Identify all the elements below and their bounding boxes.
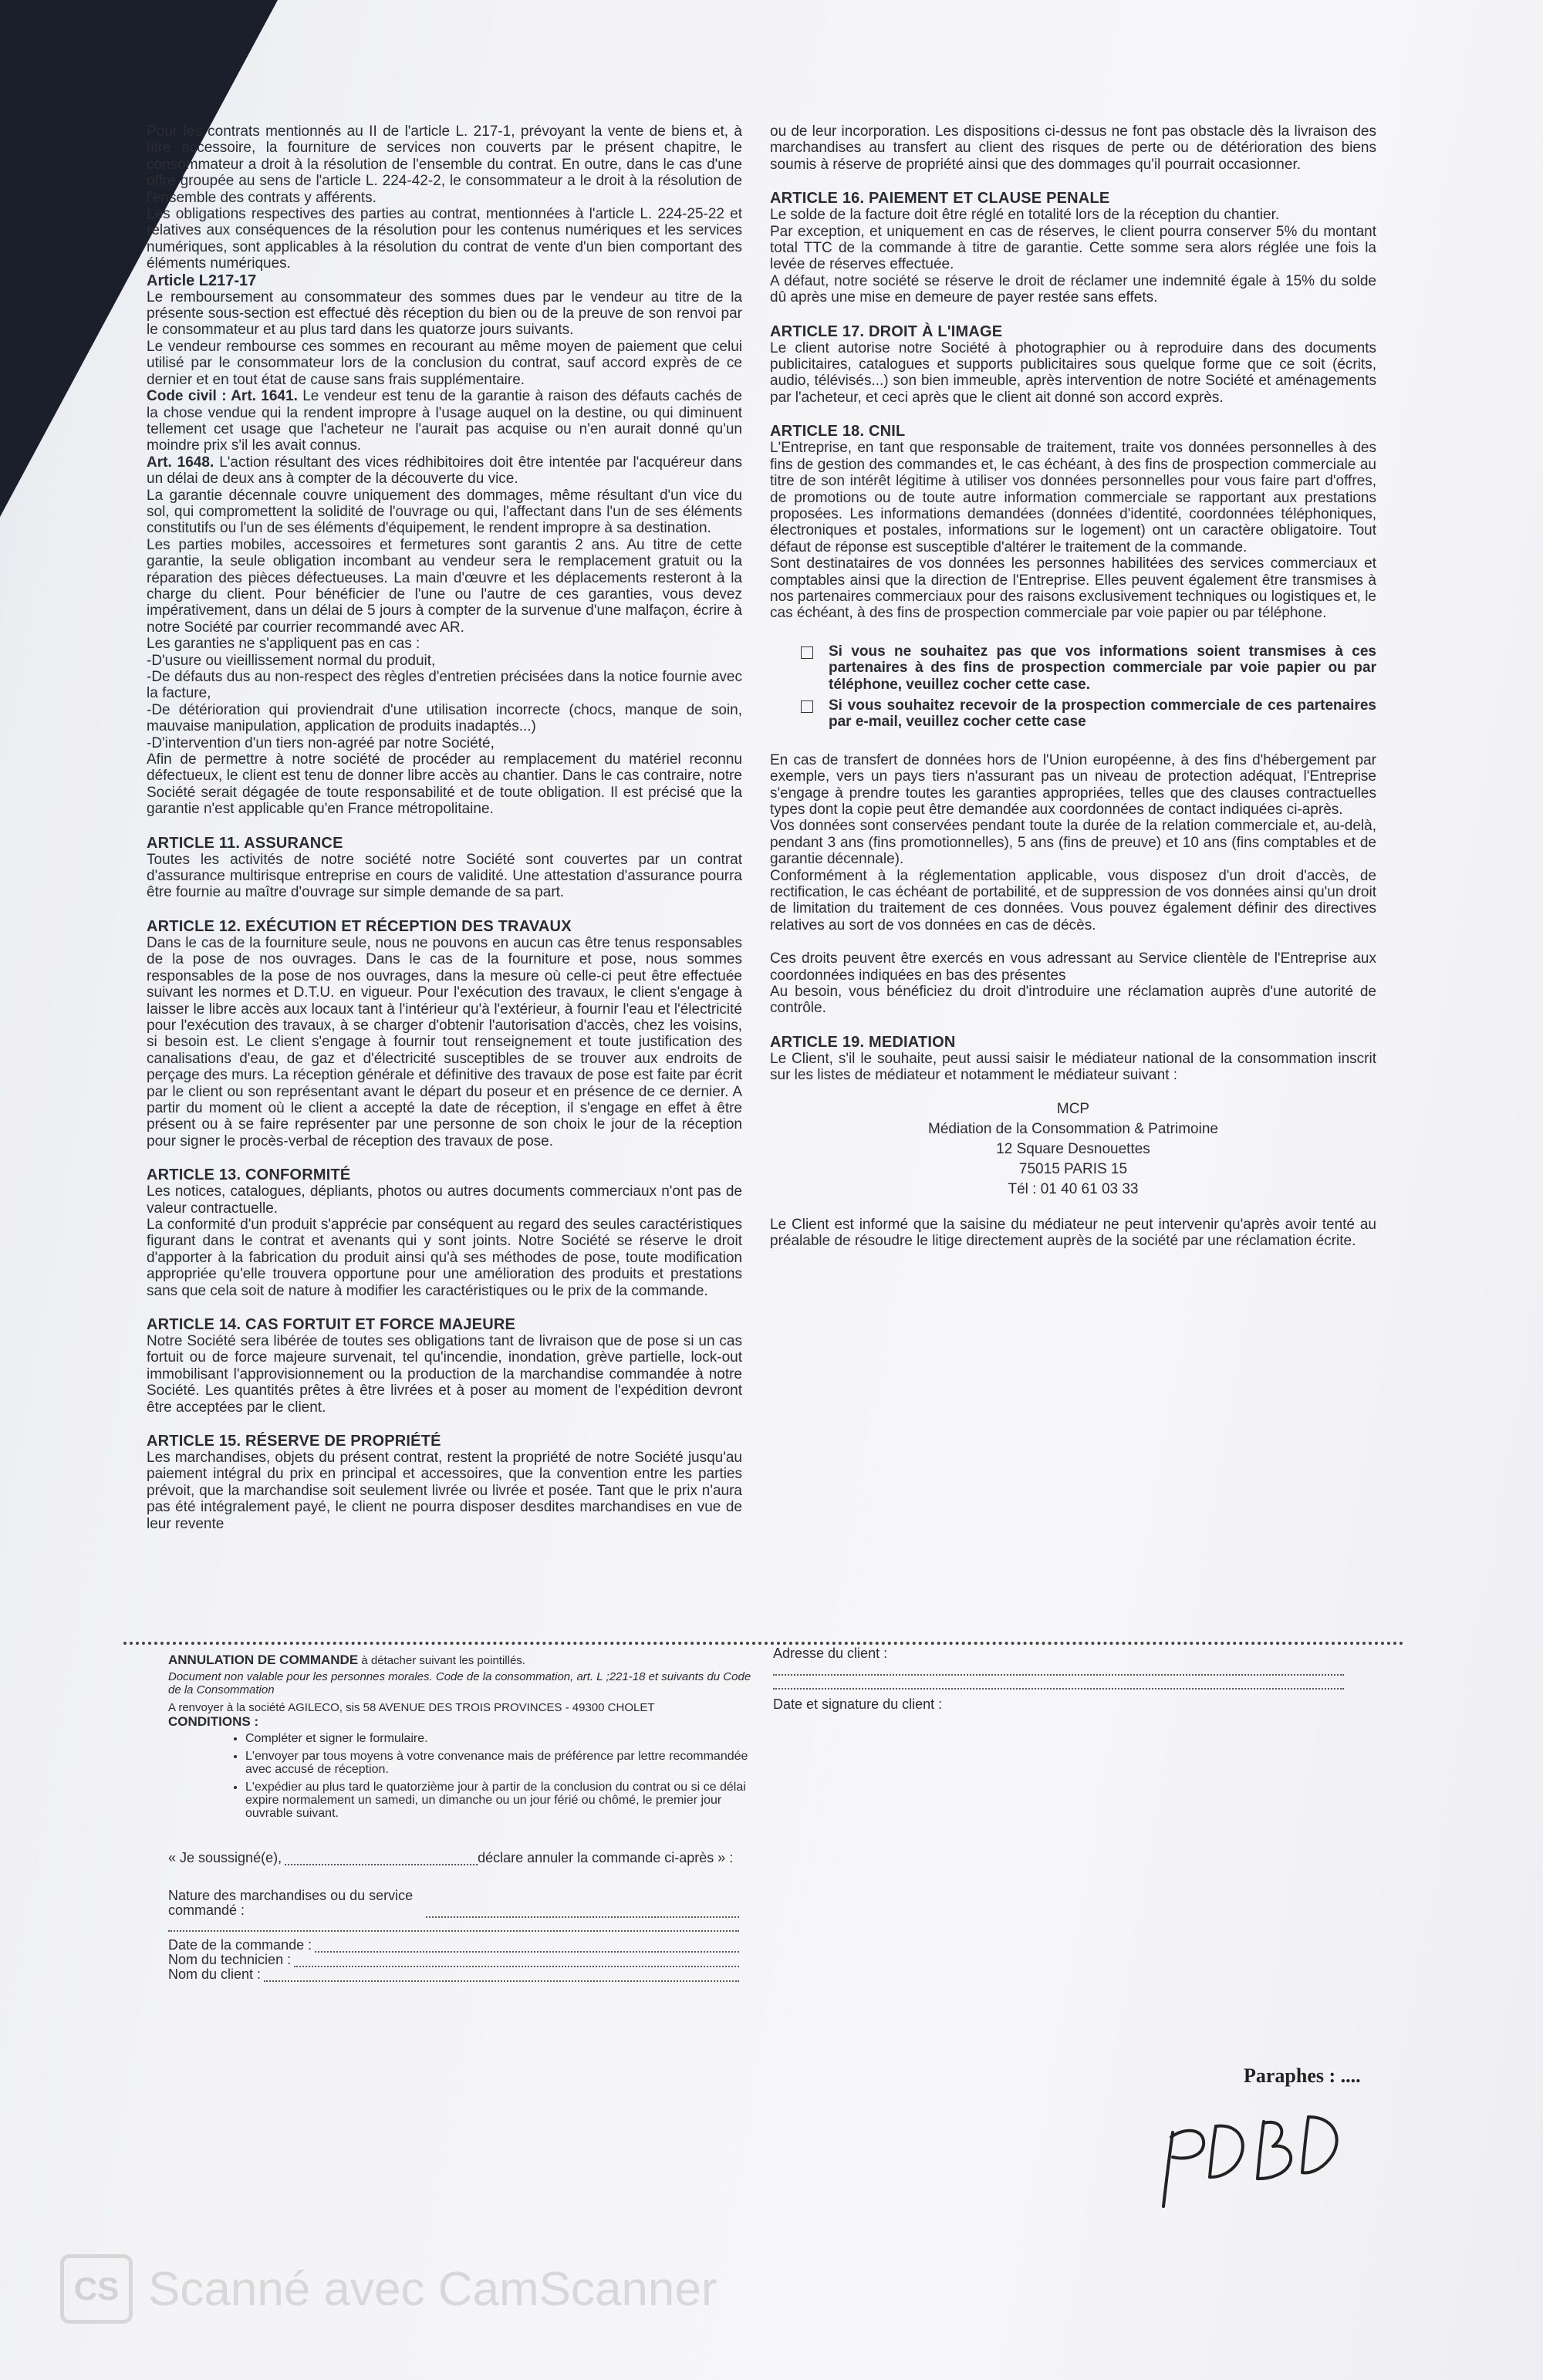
paragraph: Le solde de la facture doit être réglé en totalité lors de la réception du chantier. bbox=[770, 207, 1280, 224]
mediator-name: MCP bbox=[1056, 1100, 1090, 1117]
tech-line bbox=[168, 1953, 739, 1967]
list-item: • L'envoyer par tous moyens à votre convenance mais de préférence par lettre recommandée avec accusé de réception. bbox=[245, 1750, 755, 1776]
name-field[interactable] bbox=[285, 1853, 478, 1865]
nature-field[interactable] bbox=[426, 1906, 739, 1918]
conditions-list bbox=[168, 1732, 755, 1820]
paragraph: Le Client, s'il le souhaite, peut aussi saisir le médiateur national de la consommation inscrit sur les listes de médiateur et notamment le médiateur suivant : bbox=[770, 1050, 1376, 1084]
declare-end: déclare annuler la commande ci-après » : bbox=[478, 1850, 734, 1865]
article-title: ARTICLE 13. CONFORMITÉ bbox=[147, 1166, 351, 1184]
article-title: ARTICLE 11. ASSURANCE bbox=[147, 834, 343, 852]
paragraph: Le remboursement au consommateur des sommes dues par le vendeur au titre de la présente sous-section est effectué dès réception du bien ou de la preuve de son renvoi par le consommateur et au plus tard dans les quatorze jours suivants. bbox=[147, 289, 742, 339]
address-label: Adresse du client : bbox=[773, 1646, 888, 1661]
sign-label: Date et signature du client : bbox=[773, 1696, 943, 1712]
paragraph: Sont destinataires de vos données les personnes habilitées des services commerciaux et comptables ainsi que la direction de l'Entreprise. Elles peuvent également être transmises à nos partenaires commerciaux pour des raisons exclusivement techniques ou logistiques et, le cas échéant, à des fins de prospection commerciale par voie papier ou par téléphone. bbox=[770, 555, 1376, 622]
list-item: -De détérioration qui proviendrait d'une utilisation incorrecte (chocs, manque de soin, mauvaise manipulation, application de produits inadaptés...) bbox=[147, 701, 742, 735]
scanner-watermark bbox=[60, 2254, 717, 2324]
form-title bbox=[168, 1652, 755, 1667]
paragraph: Ces droits peuvent être exercés en vous adressant au Service clientèle de l'Entreprise aux coordonnées indiquées en bas des présentes bbox=[770, 950, 1376, 984]
paragraph: Le vendeur rembourse ces sommes en recourant au même moyen de paiement que celui utilisé par le consommateur lors de la conclusion du contrat, sauf accord exprès de ce dernier et en tout état de cause sans frais supplémentaire. bbox=[147, 338, 742, 388]
paragraph: Au besoin, vous bénéficiez du droit d'introduire une réclamation auprès d'une autorité de contrôle. bbox=[770, 984, 1376, 1017]
paragraph: Notre Société sera libérée de toutes ses obligations tant de livraison que de pose si un cas fortuit ou de force majeure survenait, tel qu'incendie, inondation, grève partielle, lock-out immobilisant l'approvisionnement ou la production de la marchandise commandée à notre Société. Les quantités prêtes à être livrées et à poser au moment de l'expédition devront être acceptées par le client. bbox=[147, 1333, 742, 1416]
paragraph: A défaut, notre société se réserve le droit de réclamer une indemnité égale à 15% du solde dû après une mise en demeure de payer restée sans effets. bbox=[770, 272, 1376, 306]
article-title: ARTICLE 14. CAS FORTUIT ET FORCE MAJEURE bbox=[147, 1316, 516, 1333]
list-item: -D'intervention d'un tiers non-agréé par notre Société, bbox=[147, 734, 495, 751]
conditions-label: CONDITIONS : bbox=[168, 1714, 259, 1729]
address-field-2[interactable] bbox=[773, 1677, 1344, 1690]
article-title: ARTICLE 16. PAIEMENT ET CLAUSE PENALE bbox=[770, 190, 1110, 208]
initials-label: Paraphes : .... bbox=[1244, 2064, 1361, 2087]
consent-label-2: Si vous souhaitez recevoir de la prospection commerciale de ces partenaires par e-mail, veuillez cocher cette case bbox=[829, 697, 1376, 731]
article-text: L'action résultant des vices rédhibitoires doit être intentée par l'acquéreur dans un délai de deux ans à compter de la découverte du vice. bbox=[147, 454, 743, 488]
date-field[interactable] bbox=[315, 1940, 739, 1953]
paragraph: Pour les contrats mentionnés au II de l'article L. 217-1, prévoyant la vente de biens et, à titre accessoire, la fourniture de services non couverts par le présent chapitre, le consommateur a droit à la résolution de l'ensemble du contrat. En outre, dans le cas d'une offre groupée au sens de l'article L. 224-42-2, le consommateur a le droit à la résolution de l'ensemble des contrats y afférents. bbox=[147, 123, 742, 206]
article-title: ARTICLE 15. RÉSERVE DE PROPRIÉTÉ bbox=[147, 1433, 441, 1450]
list-item: • Compléter et signer le formulaire. bbox=[245, 1732, 755, 1745]
address-line-2 bbox=[773, 1663, 1344, 1676]
nature-label: Nature des marchandises ou du service commandé : bbox=[168, 1888, 414, 1918]
right-column bbox=[770, 123, 1376, 1250]
sign-line bbox=[773, 1696, 1359, 1713]
paragraph: L'Entreprise, en tant que responsable de traitement, traite vos données personnelles à des fins de gestion des commandes et, le cas échéant, à des fins de prospection commerciale au titre de son intérêt légitime à utiliser vos données personnelles pour vous faire part d'offres, de promotions ou de toute autre information commerciale se rapportant aux prestations proposées. Les informations demandées (données d'identité, coordonnées téléphoniques, électroniques et postales, informations sur le logement) ont un caractère obligatoire. Tout défaut de réponse est susceptible d'altérer le traitement de la commande. bbox=[770, 440, 1376, 555]
consent-checkbox-2[interactable] bbox=[801, 700, 813, 713]
list-item: -D'usure ou vieillissement normal du produit, bbox=[147, 652, 436, 669]
mediator-line: 75015 PARIS 15 bbox=[1018, 1160, 1128, 1177]
mediator-phone: Tél : 01 40 61 03 33 bbox=[1008, 1180, 1139, 1197]
client-label: Nom du client : bbox=[168, 1966, 262, 1982]
paragraph: Afin de permettre à notre société de procéder au remplacement du matériel reconnu défectueux, le client est tenu de donner libre accès au chantier. Dans le cas contraire, notre Société serait dégagée de toute responsabilité et de toute obligation. Il est précisé que la garantie n'est applicable qu'en France métropolitaine. bbox=[147, 751, 742, 818]
tech-label: Nom du technicien : bbox=[168, 1952, 292, 1967]
article-title: ARTICLE 17. DROIT À L'IMAGE bbox=[770, 322, 1003, 340]
client-line bbox=[168, 1967, 739, 1982]
declare-start: « Je soussigné(e), bbox=[168, 1850, 282, 1865]
paragraph: Les parties mobiles, accessoires et fermetures sont garantis 2 ans. Au titre de cette garantie, la seule obligation incombant au vendeur sera le remplacement gratuit ou la réparation des pièces défectueuses. La main d'œuvre et les déplacements resteront à la charge du client. Pour bénéficier de l'une ou l'autre de ces garanties, vous devez impérativement, dans un délai de 5 jours à compter de la survenue d'une malfaçon, écrire à notre Société par courrier recommandé avec AR. bbox=[147, 536, 742, 636]
article-text: Le vendeur est tenu de la garantie à raison des défauts cachés de la chose vendue qui la rendent impropre à l'usage auquel on la destine, ou qui diminuent tellement cet usage que l'acheteur ne l'aurait pas acquise ou n'en aurait donné qu'un moindre prix s'il les avait connus. bbox=[147, 388, 742, 454]
article-title: Article L217-17 bbox=[147, 272, 257, 289]
paragraph: ou de leur incorporation. Les dispositions ci-dessus ne font pas obstacle dès la livraison des marchandises au transfert au client des risques de perte ou de détérioration des biens soumis à réserve de propriété ainsi que des dommages qu'il pourrait occasionner. bbox=[770, 123, 1376, 173]
nature-field-2[interactable] bbox=[168, 1919, 739, 1932]
declare-line bbox=[168, 1851, 755, 1865]
paragraph: Les garanties ne s'appliquent pas en cas : bbox=[147, 636, 420, 653]
consent-option-2 bbox=[801, 697, 1376, 731]
list-item: • L'expédier au plus tard le quatorzième jour à partir de la conclusion du contrat ou si ce délai expire normalement un samedi, un dimanche ou un jour férié ou chômé, le premier jour ouvrable suivant. bbox=[245, 1781, 755, 1820]
paragraph: Le client autorise notre Société à photographier ou à reproduire dans des documents publicitaires, catalogues et supports publicitaires sous quelque forme que ce soit (écrits, audio, télévisés...) son bien immeuble, après intervention de notre Société et aménagements par l'acheteur, et ceci après que le client ait donné son accord exprès. bbox=[770, 339, 1376, 406]
tech-field[interactable] bbox=[294, 1955, 739, 1967]
paragraph bbox=[147, 388, 742, 454]
paragraph: Le Client est informé que la saisine du médiateur ne peut intervenir qu'après avoir tenté au préalable de résoudre le litige directement auprès de la société par une réclamation écrite. bbox=[770, 1216, 1376, 1250]
mediator-address bbox=[770, 1099, 1376, 1200]
paragraph: Dans le cas de la fourniture seule, nous ne pouvons en aucun cas être tenus responsables de la pose de nos ouvrages. Dans le cas de la fourniture et pose, nous sommes responsables de la pose de nos ouvrages, dans la mesure où celle-ci peut être effectuée suivant les normes et D.T.U. en vigueur. Pour l'exécution des travaux, le client s'engage à laisser le libre accès aux locaux tant à l'intérieur qu'à l'extérieur, à fournir l'eau et l'électricité pour l'exécution des travaux, à se charger d'obtenir l'autorisation d'accès, chez les voisins, si besoin est. Le client s'engage à fournir tout renseignement et toute justification des canalisations d'eau, de gaz et d'électricité susceptibles de se trouver aux endroits de perçage des murs. La réception générale et définitive des travaux de pose est faite par écrit par le client ou son représentant avant le départ du poseur et en présence de ce dernier. A partir du moment où le client a accepté la date de réception, il s'engage en effet à être présent ou à se faire représenter par une personne de son choix le jour de la réception pour signer le procès-verbal de réception des travaux de pose. bbox=[147, 934, 742, 1149]
paragraph: Les marchandises, objets du présent contrat, restent la propriété de notre Société jusqu'au paiement intégral du prix en principal et accessoires, que la convention entre les parties prévoit, que la marchandise soit seulement livrée ou livrée et posée. Tant que le prix n'aura pas été intégralement payé, le client ne pourra disposer desdites marchandises en vue de leur revente bbox=[147, 1450, 742, 1532]
nature-line bbox=[168, 1889, 739, 1918]
handwritten-initials bbox=[1150, 2106, 1350, 2214]
address-line-3 bbox=[773, 1677, 1344, 1690]
camscanner-logo-icon: CS bbox=[60, 2254, 133, 2324]
paragraph: Les notices, catalogues, dépliants, photos ou autres documents commerciaux n'ont pas de valeur contractuelle. bbox=[147, 1183, 742, 1217]
paragraph: Par exception, et uniquement en cas de réserves, le client pourra conserver 5% du montant total TTC de la commande à titre de garantie. Cette somme sera alors réglée une fois la levée de réserves effectuée. bbox=[770, 223, 1376, 273]
consent-checkbox-1[interactable] bbox=[801, 646, 813, 659]
date-label: Date de la commande : bbox=[168, 1937, 312, 1953]
address-field[interactable] bbox=[773, 1663, 1344, 1676]
client-field[interactable] bbox=[264, 1970, 739, 1982]
date-line bbox=[168, 1938, 739, 1953]
paragraph: Toutes les activités de notre société notre Société sont couvertes par un contrat d'assurance multirisque entreprise en cours de validité. Une attestation d'assurance pourra être fournie au maître d'ouvrage sur simple demande de sa part. bbox=[147, 851, 742, 901]
consent-option-1 bbox=[801, 643, 1376, 693]
client-block bbox=[773, 1645, 1359, 1713]
article-title: ARTICLE 18. CNIL bbox=[770, 423, 906, 441]
mediator-line: 12 Square Desnouettes bbox=[996, 1140, 1150, 1157]
address-line bbox=[773, 1645, 1359, 1662]
watermark-text: Scanné avec CamScanner bbox=[148, 2262, 717, 2316]
paragraph: La conformité d'un produit s'apprécie par conséquent au regard des seules caractéristiques figurant dans le contrat et avenants qui y sont joints. Notre Société se réserve le droit d'apporter à la fabrication du produit ainsi qu'à ses méthodes de pose, toute modification appropriée qu'elle trouvera opportune pour une amélioration des produits et prestations sans que cela soit de nature à modifier les caractéristiques ou le prix de la commande. bbox=[147, 1216, 742, 1299]
form-note: Document non valable pour les personnes morales. Code de la consommation, art. L ;221-18 et suivants du Code de la Consommation bbox=[168, 1670, 751, 1696]
list-item: -De défauts dus au non-respect des règles d'entretien précisées dans la notice fournie avec la facture, bbox=[147, 669, 742, 702]
article-label: Code civil : Art. 1641. bbox=[147, 388, 298, 405]
paragraph bbox=[147, 454, 742, 488]
paragraph: La garantie décennale couvre uniquement des dommages, même résultant d'un vice du sol, qui compromettent la solidité de l'ouvrage ou qui, l'affectant dans l'un de ses éléments constitutifs ou l'un de ses éléments d'équipement, le rendent impropre à sa destination. bbox=[147, 487, 742, 537]
form-send-to: A renvoyer à la société AGILECO, sis 58 AVENUE DES TROIS PROVINCES - 49300 CHOLET bbox=[168, 1701, 655, 1714]
form-title-text: ANNULATION DE COMMANDE bbox=[168, 1652, 359, 1667]
nature-line-2 bbox=[168, 1919, 739, 1932]
consent-label-1: Si vous ne souhaitez pas que vos informations soient transmises à ces partenaires à des fins de prospection commerciale par voie papier ou par téléphone, veuillez cocher cette case. bbox=[829, 643, 1376, 693]
paragraph: Vos données sont conservées pendant toute la durée de la relation commerciale et, au-delà, pendant 3 ans (fins promotionnelles), 5 ans (fins de preuve) et 10 ans (fins comptables et de garantie décennale). bbox=[770, 818, 1376, 868]
paragraph: Les obligations respectives des parties au contrat, mentionnées à l'article L. 224-25-22 et relatives aux conséquences de la résolution pour les contenus numériques et les services numériques, sont applicables à la résolution du contrat de vente d'un bien comportant des éléments numériques. bbox=[147, 206, 742, 272]
mediator-line: Médiation de la Consommation & Patrimoine bbox=[928, 1120, 1218, 1137]
article-title: ARTICLE 19. MEDIATION bbox=[770, 1033, 956, 1051]
paragraph: Conformément à la réglementation applicable, vous disposez d'un droit d'accès, de rectification, le cas échéant de portabilité, et de suppression de vos données ainsi qu'un droit de limitation du traitement de ces données. Vous pouvez également définir des directives relatives au sort de vos données en cas de décès. bbox=[770, 867, 1376, 933]
article-title: ARTICLE 12. EXÉCUTION ET RÉCEPTION DES TRAVAUX bbox=[147, 917, 572, 935]
left-column bbox=[147, 123, 742, 1532]
article-label: Art. 1648. bbox=[147, 454, 214, 471]
form-title-suffix: à détacher suivant les pointillés. bbox=[358, 1654, 525, 1667]
paragraph: En cas de transfert de données hors de l'Union européenne, à des fins d'hébergement par exemple, vers un pays tiers n'assurant pas un niveau de protection adéquat, l'Entreprise s'engage à prendre toutes les garanties appropriées, telles que des clauses contractuelles types dont la copie peut être demandée aux coordonnées de contact indiquées ci-après. bbox=[770, 751, 1376, 818]
cancellation-form bbox=[168, 1652, 755, 1982]
